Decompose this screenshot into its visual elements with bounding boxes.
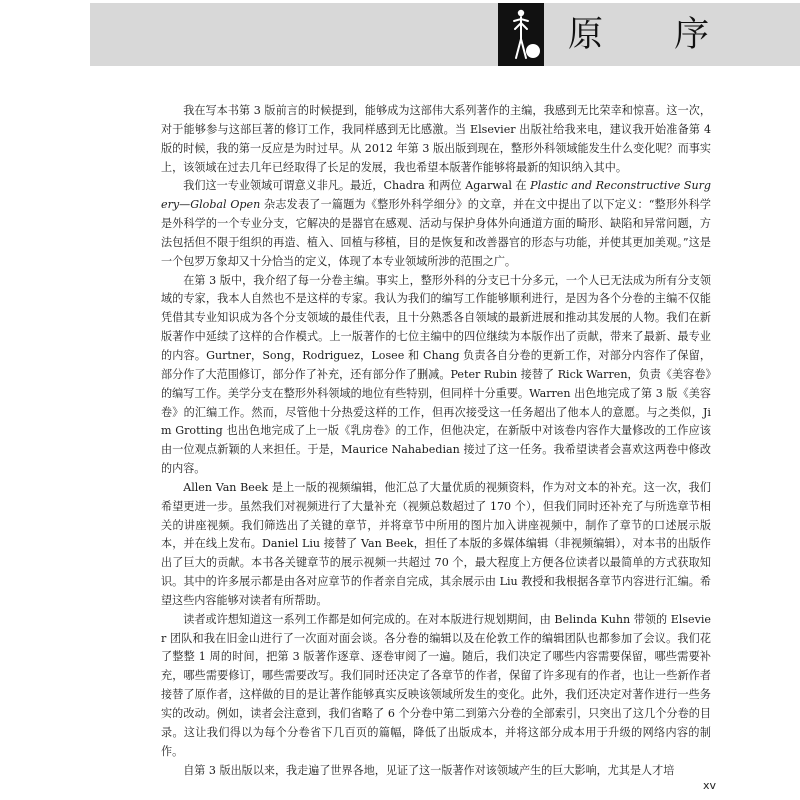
logo-emblem [498, 3, 544, 66]
page-number: xv [702, 779, 716, 792]
paragraph-3: 在第 3 版中，我介绍了每一分卷主编。事实上，整形外科的分支已十分多元，一个人已无法成为所有分支领域的专家，我本人自然也不是这样的专家。我认为我们的编写工作能够顺利进行，是因为各个分卷的主编不仅能凭借其专业知识成为各个分支领域的最佳代表，且十分熟悉各自领域的最新进展和推动其发展的人物。我们在新版著作中延续了这样的合作模式。上一版著作的七位主编中的四位继续为本版作出了贡献，带来了最新、最专业的内容。Gurtner，Song，Rodriguez，Losee 和 Chang 负责各自分卷的更新工作，对部分内容作了保留，部分作了大范围修订，部分作了补充，还有部分作了删减。Peter Rubin 接替了 Rick Warren，负责《美容卷》的编写工作。美学分支在整形外科领域的地位有些特别，但同样十分重要。Warren 出色地完成了第 3 版《美容卷》的汇编工作。然而，尽管他十分热爱这样的工作，但再次接受这一任务超出了他本人的意愿。与之类似，Jim Grotting 也出色地完成了上一版《乳房卷》的工作，但他决定，在新版中对该卷内容作大量修改的工作应该由一位观点新颖的人来担任。于是，Maurice Nahabedian 接过了这一任务。我希望读者会喜欢这两卷中修改的内容。 [161, 273, 711, 476]
paragraph-5: 读者或许想知道这一系列工作都是如何完成的。在对本版进行规划期间，由 Belinda Kuhn 带领的 Elsevier 团队和我在旧金山进行了一次面对面会谈。各分卷的编辑以及在伦敦工作的编辑团队也都参加了会议。我们花了整整 1 周的时间，把第 3 版著作逐章、逐卷审阅了一遍。随后，我们决定了哪些内容需要保留，哪些需要补充，哪些需要修订，哪些需要改写。我们同时还决定了各章节的作者，保留了许多现有的作者，也让一些新作者接替了原作者，这样做的目的是让著作能够真实反映该领域所发生的变化。此外，我们还决定对著作进行一些务实的改动。例如，读者会注意到，我们省略了 6 个分卷中第二到第六分卷的全部索引，只突出了这几个分卷的目录。这让我们得以为每个分卷省下几百页的篇幅，降低了出版成本，并将这部分成本用于升级的网络内容的制作。 [161, 612, 711, 758]
human-figure-icon [498, 3, 544, 66]
page-title: 原 序 [568, 15, 740, 55]
preface-body [161, 102, 711, 782]
journal-name: Plastic and Reconstructive Surgery—Global Open [161, 179, 711, 212]
paragraph-2 [161, 177, 711, 271]
paragraph-6: 自第 3 版出版以来，我走遍了世界各地，见证了这一版著作对该领域产生的巨大影响，尤其是人才培 [183, 763, 675, 777]
paragraph-4: Allen Van Beek 是上一版的视频编辑，他汇总了大量优质的视频资料，作为对文本的补充。这一次，我们希望更进一步。虽然我们对视频进行了大量补充（视频总数超过了 170 个），但我们同时还补充了与所选章节相关的讲座视频。我们筛选出了关键的章节，并将章节中所用的图片加入讲座视频中，制作了章节的口述展示版本，并在线上发布。Daniel Liu 接替了 Van Beek，担任了本版的多媒体编辑（非视频编辑），对本书的出版作出了巨大的贡献。本书各关键章节的展示视频一共超过 70 个，最大程度上方便各位读者以最简单的方式获取知识。其中的许多展示都是由各对应章节的作者亲自完成，其余展示由 Liu 教授和我根据各章节内容进行汇编。希望这些内容能够对读者有所帮助。 [161, 480, 711, 607]
paragraph-2-start: 我们这一专业领域可谓意义非凡。最近，Chadra 和两位 Agarwal 在 [183, 179, 531, 193]
paragraph-2-end: 杂志发表了一篇题为《整形外科学细分》的文章，并在文中提出了以下定义：“整形外科学是外科学的一个专业分支，它解决的是器官在感观、活动与保护身体外向通道方面的畸形、缺陷和异常问题，方法包括但不限于组织的再造、植入、回植与移植，目的是恢复和改善器官的形态与功能，并使其更加美观。”这是一个包罗万象却又十分恰当的定义，体现了本专业领域所涉的范围之广。 [161, 198, 711, 268]
paragraph-1: 我在写本书第 3 版前言的时候提到，能够成为这部伟大系列著作的主编，我感到无比荣幸和惊喜。这一次，对于能够参与这部巨著的修订工作，我同样感到无比感激。当 Elsevier 出版社给我来电，建议我开始准备第 4 版的时候，我的第一反应是为时过早。从 2012 年第 3 版出版到现在，整形外科领域能发生什么变化呢？而事实上，该领域在过去几年已经取得了长足的发展，我也希望本版著作能够将最新的知识纳入其中。 [161, 104, 711, 174]
